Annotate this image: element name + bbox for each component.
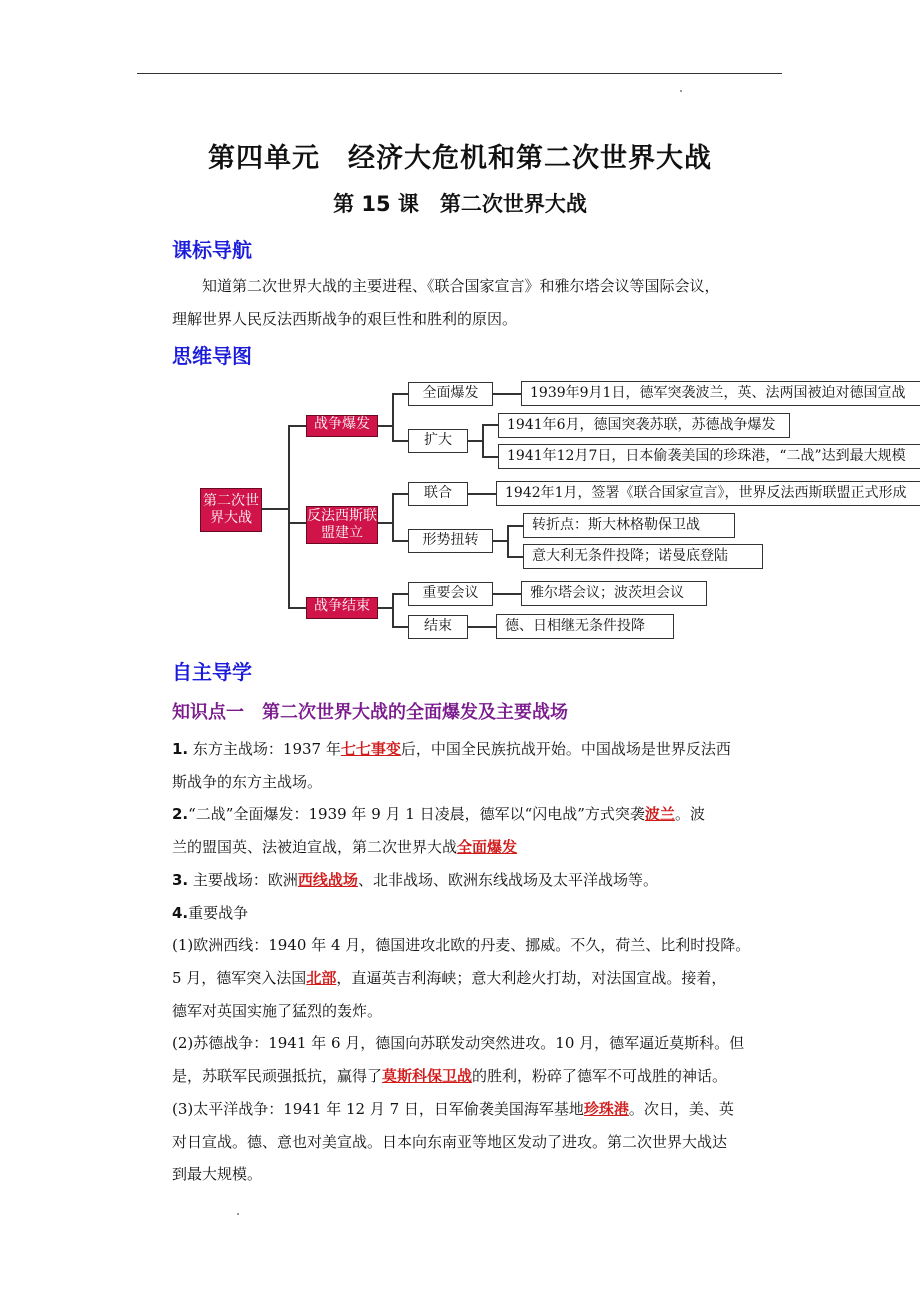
highlight-north: 北部 bbox=[306, 969, 337, 987]
highlight-full-outbreak: 全面爆发 bbox=[457, 838, 518, 856]
branch-end: 战争结束 bbox=[306, 597, 378, 619]
standard-line-1: 知道第二次世界大战的主要进程、《联合国家宣言》和雅尔塔会议等国际会议， bbox=[202, 277, 720, 295]
leaf-surrender: 德、日相继无条件投降 bbox=[496, 614, 674, 639]
knowledge-point-title: 知识点一 第二次世界大战的全面爆发及主要战场 bbox=[172, 702, 568, 723]
leaf-outbreak: 1939年9月1日，德军突袭波兰，英、法两国被迫对德国宣战 bbox=[521, 381, 920, 406]
study-heading: 自主导学 bbox=[172, 660, 252, 684]
para-2-line-2: 兰的盟国英、法被迫宣战，第二次世界大战全面爆发 bbox=[172, 838, 518, 856]
mindmap-root: 第二次世界大战 bbox=[200, 488, 262, 532]
war-2-line-1: (2)苏德战争：1941 年 6 月，德国向苏联发动突然进攻。10 月，德军逼近莫斯科。但 bbox=[172, 1034, 745, 1052]
sub-full-outbreak: 全面爆发 bbox=[408, 382, 493, 406]
war-1-line-3: 德军对英国实施了猛烈的轰炸。 bbox=[172, 1002, 383, 1020]
header-rule bbox=[137, 73, 782, 74]
war-3-line-1: (3)太平洋战争：1941 年 12 月 7 日，日军偷袭美国海军基地珍珠港。次日，美、英 bbox=[172, 1100, 734, 1118]
mindmap-heading: 思维导图 bbox=[172, 344, 252, 368]
branch-outbreak: 战争爆发 bbox=[306, 415, 378, 437]
war-2-line-2: 是，苏联军民顽强抵抗，赢得了莫斯科保卫战的胜利，粉碎了德军不可战胜的神话。 bbox=[172, 1067, 728, 1085]
para-1-line-1: 1. 东方主战场：1937 年七七事变后，中国全民族抗战开始。中国战场是世界反法西 bbox=[172, 740, 731, 758]
leaf-declaration: 1942年1月，签署《联合国家宣言》，世界反法西斯联盟正式形成 bbox=[496, 481, 920, 506]
war-3-line-3: 到最大规模。 bbox=[172, 1165, 263, 1183]
sub-end: 结束 bbox=[408, 615, 468, 639]
leaf-soviet: 1941年6月，德国突袭苏联，苏德战争爆发 bbox=[498, 413, 790, 438]
highlight-moscow: 莫斯科保卫战 bbox=[382, 1067, 473, 1085]
para-4: 4.重要战争 bbox=[172, 904, 249, 922]
war-1-line-2: 5 月，德军突入法国北部，直逼英吉利海峡；意大利趁火打劫，对法国宣战。接着， bbox=[172, 969, 727, 987]
sub-unite: 联合 bbox=[408, 482, 468, 506]
branch-alliance: 反法西斯联盟建立 bbox=[306, 506, 378, 544]
lesson-title: 第 15 课 第二次世界大战 bbox=[333, 192, 587, 216]
speck bbox=[237, 1213, 239, 1215]
sub-expand: 扩大 bbox=[408, 429, 468, 453]
standard-line-2: 理解世界人民反法西斯战争的艰巨性和胜利的原因。 bbox=[172, 310, 518, 328]
sub-turn: 形势扭转 bbox=[408, 529, 493, 553]
standard-heading: 课标导航 bbox=[172, 238, 252, 262]
war-1-line-1: (1)欧洲西线：1940 年 4 月，德国进攻北欧的丹麦、挪威。不久，荷兰、比利时投降。 bbox=[172, 936, 751, 954]
unit-title: 第四单元 经济大危机和第二次世界大战 bbox=[208, 143, 712, 174]
speck bbox=[680, 90, 682, 92]
highlight-pearl-harbor: 珍珠港 bbox=[583, 1100, 629, 1118]
leaf-yalta: 雅尔塔会议；波茨坦会议 bbox=[521, 581, 707, 606]
war-3-line-2: 对日宣战。德、意也对美宣战。日本向东南亚等地区发动了进攻。第二次世界大战达 bbox=[172, 1133, 728, 1151]
highlight-western-front: 西线战场 bbox=[297, 871, 358, 889]
highlight-incident: 七七事变 bbox=[340, 740, 401, 758]
para-2-line-1: 2.“二战”全面爆发：1939 年 9 月 1 日凌晨，德军以“闪电战”方式突袭波兰。波 bbox=[172, 805, 705, 823]
sub-conferences: 重要会议 bbox=[408, 582, 493, 606]
highlight-poland: 波兰 bbox=[644, 805, 675, 823]
leaf-pearl-harbor: 1941年12月7日，日本偷袭美国的珍珠港，“二战”达到最大规模 bbox=[498, 444, 920, 469]
leaf-stalingrad: 转折点：斯大林格勒保卫战 bbox=[523, 513, 735, 538]
leaf-normandy: 意大利无条件投降；诺曼底登陆 bbox=[523, 544, 763, 569]
para-3: 3. 主要战场：欧洲西线战场、北非战场、欧洲东线战场及太平洋战场等。 bbox=[172, 871, 658, 889]
para-1-line-2: 斯战争的东方主战场。 bbox=[172, 773, 323, 791]
